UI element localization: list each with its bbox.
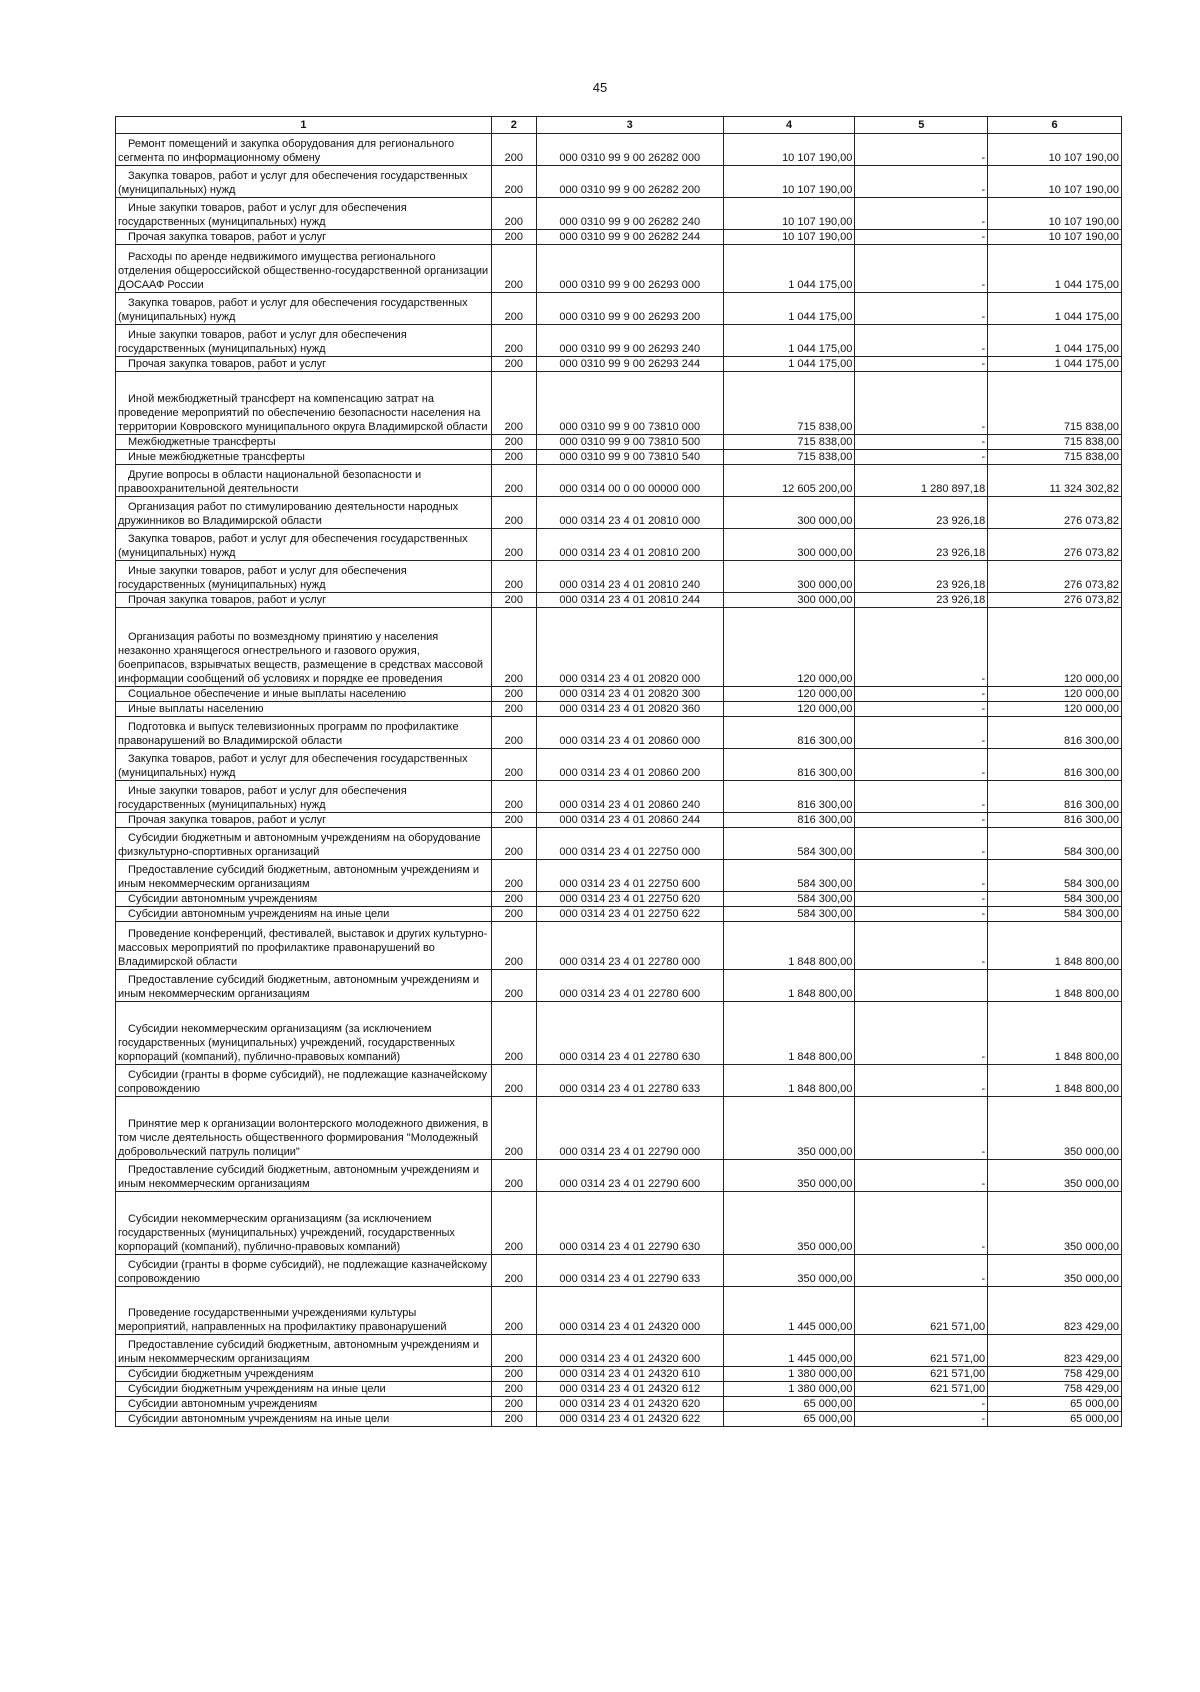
row-column4-cell: 300 000,00 — [723, 497, 855, 529]
row-column2-cell: 200 — [491, 1287, 536, 1335]
column-header-5: 5 — [855, 117, 988, 134]
row-column6-cell: 584 300,00 — [988, 907, 1122, 922]
row-name-cell: Предоставление субсидий бюджетным, автономным учреждениям и иным некоммерческим организациям — [116, 1335, 492, 1367]
row-column6-cell: 120 000,00 — [988, 702, 1122, 717]
row-column5-cell: - — [855, 325, 988, 357]
row-column6-cell: 816 300,00 — [988, 781, 1122, 813]
table-row — [116, 497, 1122, 529]
table-row — [116, 1287, 1122, 1335]
row-code-cell: 000 0310 99 9 00 26282 000 — [536, 134, 723, 166]
row-column5-cell: 621 571,00 — [855, 1287, 988, 1335]
page-number: 45 — [592, 80, 608, 95]
row-name-cell: Иные выплаты населению — [116, 702, 492, 717]
table-row — [116, 749, 1122, 781]
row-code-cell: 000 0314 23 4 01 20860 000 — [536, 717, 723, 749]
row-code-cell: 000 0314 23 4 01 24320 622 — [536, 1412, 723, 1427]
row-name-cell: Проведение конференций, фестивалей, выставок и других культурно-массовых мероприятий по профилактике правонарушений во Владимирской области — [116, 922, 492, 970]
row-column6-cell: 350 000,00 — [988, 1097, 1122, 1160]
table-row — [116, 1255, 1122, 1287]
table-row — [116, 245, 1122, 293]
row-code-cell: 000 0314 23 4 01 22750 620 — [536, 892, 723, 907]
row-column6-cell: 276 073,82 — [988, 593, 1122, 608]
row-column6-cell: 11 324 302,82 — [988, 465, 1122, 497]
row-column6-cell: 1 044 175,00 — [988, 325, 1122, 357]
row-column5-cell: - — [855, 1412, 988, 1427]
row-code-cell: 000 0314 23 4 01 20810 240 — [536, 561, 723, 593]
table-row — [116, 593, 1122, 608]
row-code-cell: 000 0314 23 4 01 22790 600 — [536, 1160, 723, 1192]
row-column2-cell: 200 — [491, 230, 536, 245]
row-column5-cell: - — [855, 860, 988, 892]
row-column4-cell: 816 300,00 — [723, 717, 855, 749]
row-code-cell: 000 0310 99 9 00 26282 240 — [536, 198, 723, 230]
row-column5-cell: - — [855, 435, 988, 450]
row-column2-cell: 200 — [491, 1065, 536, 1097]
row-name-cell: Закупка товаров, работ и услуг для обеспечения государственных (муниципальных) нужд — [116, 749, 492, 781]
row-code-cell: 000 0314 23 4 01 22750 622 — [536, 907, 723, 922]
row-column6-cell: 276 073,82 — [988, 529, 1122, 561]
row-code-cell: 000 0314 23 4 01 22750 600 — [536, 860, 723, 892]
row-column6-cell: 715 838,00 — [988, 372, 1122, 435]
row-code-cell: 000 0314 23 4 01 20820 300 — [536, 687, 723, 702]
table-row — [116, 1160, 1122, 1192]
column-header-6: 6 — [988, 117, 1122, 134]
table-body — [116, 134, 1122, 1427]
row-code-cell: 000 0310 99 9 00 73810 000 — [536, 372, 723, 435]
row-column2-cell: 200 — [491, 435, 536, 450]
row-column2-cell: 200 — [491, 702, 536, 717]
row-column4-cell: 350 000,00 — [723, 1255, 855, 1287]
row-column6-cell: 65 000,00 — [988, 1412, 1122, 1427]
budget-table — [115, 116, 1122, 1427]
row-column2-cell: 200 — [491, 198, 536, 230]
row-column5-cell: 23 926,18 — [855, 593, 988, 608]
row-column6-cell: 1 044 175,00 — [988, 357, 1122, 372]
table-row — [116, 230, 1122, 245]
row-name-cell: Предоставление субсидий бюджетным, автономным учреждениям и иным некоммерческим организациям — [116, 1160, 492, 1192]
row-column2-cell: 200 — [491, 1097, 536, 1160]
row-column6-cell: 584 300,00 — [988, 860, 1122, 892]
row-column2-cell: 200 — [491, 325, 536, 357]
row-code-cell: 000 0314 00 0 00 00000 000 — [536, 465, 723, 497]
row-column4-cell: 1 380 000,00 — [723, 1367, 855, 1382]
row-column2-cell: 200 — [491, 293, 536, 325]
row-column4-cell: 350 000,00 — [723, 1160, 855, 1192]
table-row — [116, 1367, 1122, 1382]
row-code-cell: 000 0310 99 9 00 26293 240 — [536, 325, 723, 357]
row-column6-cell: 715 838,00 — [988, 435, 1122, 450]
row-name-cell: Закупка товаров, работ и услуг для обеспечения государственных (муниципальных) нужд — [116, 529, 492, 561]
row-name-cell: Иной межбюджетный трансферт на компенсацию затрат на проведение мероприятий по обеспечению безопасности населения на территории Ковровского муниципального округа Владимирской области — [116, 372, 492, 435]
row-code-cell: 000 0314 23 4 01 20810 000 — [536, 497, 723, 529]
table-row — [116, 1412, 1122, 1427]
row-column4-cell: 816 300,00 — [723, 781, 855, 813]
row-column6-cell: 350 000,00 — [988, 1160, 1122, 1192]
row-column5-cell: - — [855, 166, 988, 198]
row-column6-cell: 1 044 175,00 — [988, 245, 1122, 293]
row-name-cell: Субсидии автономным учреждениям — [116, 1397, 492, 1412]
row-column6-cell: 758 429,00 — [988, 1367, 1122, 1382]
row-column2-cell: 200 — [491, 892, 536, 907]
row-column5-cell: - — [855, 372, 988, 435]
row-name-cell: Субсидии некоммерческим организациям (за исключением государственных (муниципальных) учреждений, государственных корпораций (компаний), публично-правовых компаний) — [116, 1192, 492, 1255]
table-row — [116, 465, 1122, 497]
row-column5-cell: - — [855, 134, 988, 166]
row-column4-cell: 12 605 200,00 — [723, 465, 855, 497]
row-column4-cell: 1 445 000,00 — [723, 1335, 855, 1367]
row-column5-cell: - — [855, 717, 988, 749]
row-column2-cell: 200 — [491, 687, 536, 702]
row-code-cell: 000 0310 99 9 00 26282 244 — [536, 230, 723, 245]
row-column2-cell: 200 — [491, 1412, 536, 1427]
row-code-cell: 000 0314 23 4 01 20810 244 — [536, 593, 723, 608]
row-name-cell: Прочая закупка товаров, работ и услуг — [116, 813, 492, 828]
row-column6-cell: 120 000,00 — [988, 687, 1122, 702]
row-name-cell: Субсидии автономным учреждениям на иные цели — [116, 907, 492, 922]
row-column4-cell: 10 107 190,00 — [723, 134, 855, 166]
row-column4-cell: 1 848 800,00 — [723, 1065, 855, 1097]
row-column6-cell: 120 000,00 — [988, 608, 1122, 687]
row-column5-cell: - — [855, 687, 988, 702]
row-name-cell: Прочая закупка товаров, работ и услуг — [116, 230, 492, 245]
table-row — [116, 813, 1122, 828]
row-column5-cell: - — [855, 907, 988, 922]
row-column6-cell: 715 838,00 — [988, 450, 1122, 465]
row-column4-cell: 1 044 175,00 — [723, 325, 855, 357]
row-column4-cell: 350 000,00 — [723, 1097, 855, 1160]
row-name-cell: Иные закупки товаров, работ и услуг для обеспечения государственных (муниципальных) нужд — [116, 781, 492, 813]
row-column5-cell: - — [855, 230, 988, 245]
row-code-cell: 000 0314 23 4 01 22790 633 — [536, 1255, 723, 1287]
row-column4-cell: 10 107 190,00 — [723, 198, 855, 230]
row-column2-cell: 200 — [491, 717, 536, 749]
row-column4-cell: 65 000,00 — [723, 1412, 855, 1427]
row-column5-cell: - — [855, 702, 988, 717]
row-code-cell: 000 0314 23 4 01 24320 610 — [536, 1367, 723, 1382]
row-code-cell: 000 0314 23 4 01 20860 200 — [536, 749, 723, 781]
row-column2-cell: 200 — [491, 1255, 536, 1287]
row-code-cell: 000 0314 23 4 01 22780 630 — [536, 1002, 723, 1065]
row-name-cell: Иные закупки товаров, работ и услуг для обеспечения государственных (муниципальных) нужд — [116, 561, 492, 593]
row-column2-cell: 200 — [491, 749, 536, 781]
column-header-3: 3 — [536, 117, 723, 134]
row-column6-cell: 758 429,00 — [988, 1382, 1122, 1397]
row-name-cell: Закупка товаров, работ и услуг для обеспечения государственных (муниципальных) нужд — [116, 166, 492, 198]
row-column4-cell: 1 848 800,00 — [723, 922, 855, 970]
row-name-cell: Субсидии (гранты в форме субсидий), не подлежащие казначейскому сопровождению — [116, 1255, 492, 1287]
row-column2-cell: 200 — [491, 922, 536, 970]
row-column5-cell: - — [855, 1160, 988, 1192]
row-column5-cell: - — [855, 198, 988, 230]
row-code-cell: 000 0314 23 4 01 20860 240 — [536, 781, 723, 813]
table-row — [116, 892, 1122, 907]
row-column5-cell: - — [855, 1192, 988, 1255]
row-name-cell: Организация работ по стимулированию деятельности народных дружинников во Владимирской области — [116, 497, 492, 529]
row-column2-cell: 200 — [491, 465, 536, 497]
row-column6-cell: 1 848 800,00 — [988, 1065, 1122, 1097]
row-column4-cell: 350 000,00 — [723, 1192, 855, 1255]
row-column2-cell: 200 — [491, 593, 536, 608]
row-column6-cell: 584 300,00 — [988, 828, 1122, 860]
row-column4-cell: 715 838,00 — [723, 435, 855, 450]
row-column5-cell: - — [855, 1097, 988, 1160]
row-name-cell: Расходы по аренде недвижимого имущества регионального отделения общероссийской общественно-государственной организации ДОСААФ России — [116, 245, 492, 293]
row-column5-cell: - — [855, 749, 988, 781]
row-column4-cell: 1 044 175,00 — [723, 293, 855, 325]
row-column4-cell: 10 107 190,00 — [723, 230, 855, 245]
table-row — [116, 1335, 1122, 1367]
row-column2-cell: 200 — [491, 1160, 536, 1192]
row-column4-cell: 300 000,00 — [723, 529, 855, 561]
row-column5-cell: 23 926,18 — [855, 529, 988, 561]
row-column5-cell: 23 926,18 — [855, 561, 988, 593]
row-name-cell: Субсидии автономным учреждениям на иные цели — [116, 1412, 492, 1427]
table-row — [116, 293, 1122, 325]
row-column6-cell: 1 848 800,00 — [988, 922, 1122, 970]
row-column2-cell: 200 — [491, 813, 536, 828]
row-column2-cell: 200 — [491, 1335, 536, 1367]
row-code-cell: 000 0310 99 9 00 26293 200 — [536, 293, 723, 325]
row-name-cell: Субсидии некоммерческим организациям (за исключением государственных (муниципальных) учреждений, государственных корпораций (компаний), публично-правовых компаний) — [116, 1002, 492, 1065]
row-name-cell: Проведение государственными учреждениями культуры мероприятий, направленных на профилактику правонарушений — [116, 1287, 492, 1335]
row-name-cell: Иные закупки товаров, работ и услуг для обеспечения государственных (муниципальных) нужд — [116, 198, 492, 230]
row-column5-cell: - — [855, 245, 988, 293]
table-row — [116, 166, 1122, 198]
row-column5-cell: - — [855, 813, 988, 828]
row-column6-cell: 1 848 800,00 — [988, 970, 1122, 1002]
row-name-cell: Прочая закупка товаров, работ и услуг — [116, 357, 492, 372]
row-column4-cell: 816 300,00 — [723, 813, 855, 828]
row-column6-cell: 350 000,00 — [988, 1192, 1122, 1255]
row-column6-cell: 816 300,00 — [988, 813, 1122, 828]
row-code-cell: 000 0314 23 4 01 22780 633 — [536, 1065, 723, 1097]
row-name-cell: Предоставление субсидий бюджетным, автономным учреждениям и иным некоммерческим организациям — [116, 860, 492, 892]
table-row — [116, 1002, 1122, 1065]
table-row — [116, 1382, 1122, 1397]
row-column5-cell: - — [855, 1002, 988, 1065]
row-column5-cell — [855, 970, 988, 1002]
row-code-cell: 000 0314 23 4 01 20860 244 — [536, 813, 723, 828]
table-row — [116, 907, 1122, 922]
row-column5-cell: - — [855, 922, 988, 970]
row-name-cell: Субсидии автономным учреждениям — [116, 892, 492, 907]
row-column2-cell: 200 — [491, 1192, 536, 1255]
table-row — [116, 325, 1122, 357]
row-column2-cell: 200 — [491, 529, 536, 561]
table-row — [116, 198, 1122, 230]
row-name-cell: Подготовка и выпуск телевизионных программ по профилактике правонарушений во Владимирской области — [116, 717, 492, 749]
row-column5-cell: - — [855, 781, 988, 813]
row-column6-cell: 1 044 175,00 — [988, 293, 1122, 325]
row-column6-cell: 276 073,82 — [988, 561, 1122, 593]
row-column2-cell: 200 — [491, 608, 536, 687]
row-column2-cell: 200 — [491, 497, 536, 529]
row-column4-cell: 1 848 800,00 — [723, 1002, 855, 1065]
row-name-cell: Субсидии бюджетным и автономным учреждениям на оборудование физкультурно-спортивных организаций — [116, 828, 492, 860]
row-column6-cell: 65 000,00 — [988, 1397, 1122, 1412]
row-name-cell: Ремонт помещений и закупка оборудования для регионального сегмента по информационному обмену — [116, 134, 492, 166]
table-row — [116, 970, 1122, 1002]
row-code-cell: 000 0314 23 4 01 22790 630 — [536, 1192, 723, 1255]
row-column2-cell: 200 — [491, 450, 536, 465]
row-column2-cell: 200 — [491, 245, 536, 293]
row-code-cell: 000 0314 23 4 01 20810 200 — [536, 529, 723, 561]
table-row — [116, 922, 1122, 970]
row-column6-cell: 10 107 190,00 — [988, 134, 1122, 166]
row-column4-cell: 120 000,00 — [723, 608, 855, 687]
row-column2-cell: 200 — [491, 1397, 536, 1412]
row-name-cell: Субсидии бюджетным учреждениям — [116, 1367, 492, 1382]
row-name-cell: Иные закупки товаров, работ и услуг для обеспечения государственных (муниципальных) нужд — [116, 325, 492, 357]
row-column6-cell: 10 107 190,00 — [988, 198, 1122, 230]
row-column2-cell: 200 — [491, 781, 536, 813]
row-column5-cell: 23 926,18 — [855, 497, 988, 529]
table-row — [116, 357, 1122, 372]
table-row — [116, 860, 1122, 892]
row-column6-cell: 276 073,82 — [988, 497, 1122, 529]
table-row — [116, 717, 1122, 749]
row-column4-cell: 715 838,00 — [723, 450, 855, 465]
row-code-cell: 000 0314 23 4 01 20820 360 — [536, 702, 723, 717]
row-code-cell: 000 0314 23 4 01 22780 600 — [536, 970, 723, 1002]
row-column5-cell: - — [855, 1397, 988, 1412]
row-column2-cell: 200 — [491, 828, 536, 860]
row-column4-cell: 715 838,00 — [723, 372, 855, 435]
row-column5-cell: - — [855, 892, 988, 907]
table-row — [116, 372, 1122, 435]
row-column4-cell: 584 300,00 — [723, 892, 855, 907]
row-column6-cell: 350 000,00 — [988, 1255, 1122, 1287]
row-column2-cell: 200 — [491, 166, 536, 198]
row-column5-cell: - — [855, 828, 988, 860]
row-column2-cell: 200 — [491, 372, 536, 435]
row-column2-cell: 200 — [491, 1002, 536, 1065]
row-code-cell: 000 0314 23 4 01 22750 000 — [536, 828, 723, 860]
row-name-cell: Социальное обеспечение и иные выплаты населению — [116, 687, 492, 702]
table-row — [116, 561, 1122, 593]
row-name-cell: Субсидии (гранты в форме субсидий), не подлежащие казначейскому сопровождению — [116, 1065, 492, 1097]
row-column4-cell: 65 000,00 — [723, 1397, 855, 1412]
row-code-cell: 000 0314 23 4 01 24320 000 — [536, 1287, 723, 1335]
row-column4-cell: 1 380 000,00 — [723, 1382, 855, 1397]
row-column6-cell: 823 429,00 — [988, 1287, 1122, 1335]
row-column5-cell: - — [855, 450, 988, 465]
row-column5-cell: - — [855, 293, 988, 325]
column-header-4: 4 — [723, 117, 855, 134]
table-row — [116, 1192, 1122, 1255]
row-code-cell: 000 0314 23 4 01 22780 000 — [536, 922, 723, 970]
table-row — [116, 529, 1122, 561]
table-row — [116, 1397, 1122, 1412]
row-column2-cell: 200 — [491, 1382, 536, 1397]
row-column4-cell: 120 000,00 — [723, 702, 855, 717]
row-code-cell: 000 0314 23 4 01 24320 600 — [536, 1335, 723, 1367]
row-code-cell: 000 0314 23 4 01 24320 612 — [536, 1382, 723, 1397]
row-name-cell: Другие вопросы в области национальной безопасности и правоохранительной деятельности — [116, 465, 492, 497]
table-row — [116, 450, 1122, 465]
row-code-cell: 000 0310 99 9 00 26293 000 — [536, 245, 723, 293]
row-code-cell: 000 0314 23 4 01 22790 000 — [536, 1097, 723, 1160]
table-header-row — [116, 117, 1122, 134]
row-column5-cell: - — [855, 1255, 988, 1287]
row-column6-cell: 10 107 190,00 — [988, 230, 1122, 245]
row-name-cell: Иные межбюджетные трансферты — [116, 450, 492, 465]
table-row — [116, 687, 1122, 702]
column-header-2: 2 — [491, 117, 536, 134]
row-name-cell: Прочая закупка товаров, работ и услуг — [116, 593, 492, 608]
row-column5-cell: - — [855, 1065, 988, 1097]
row-column4-cell: 1 044 175,00 — [723, 357, 855, 372]
row-code-cell: 000 0310 99 9 00 26293 244 — [536, 357, 723, 372]
row-column2-cell: 200 — [491, 860, 536, 892]
row-name-cell: Предоставление субсидий бюджетным, автономным учреждениям и иным некоммерческим организациям — [116, 970, 492, 1002]
row-column4-cell: 1 044 175,00 — [723, 245, 855, 293]
row-column4-cell: 10 107 190,00 — [723, 166, 855, 198]
row-column2-cell: 200 — [491, 907, 536, 922]
row-name-cell: Принятие мер к организации волонтерского молодежного движения, в том числе деятельность общественного формирования "Молодежный добровольческий патруль полиции" — [116, 1097, 492, 1160]
row-column4-cell: 300 000,00 — [723, 593, 855, 608]
row-column6-cell: 816 300,00 — [988, 717, 1122, 749]
row-column6-cell: 823 429,00 — [988, 1335, 1122, 1367]
row-column2-cell: 200 — [491, 561, 536, 593]
column-header-1: 1 — [116, 117, 492, 134]
row-column4-cell: 584 300,00 — [723, 860, 855, 892]
row-column2-cell: 200 — [491, 970, 536, 1002]
row-column6-cell: 584 300,00 — [988, 892, 1122, 907]
table-row — [116, 702, 1122, 717]
table-row — [116, 134, 1122, 166]
row-code-cell: 000 0310 99 9 00 26282 200 — [536, 166, 723, 198]
row-column5-cell: 621 571,00 — [855, 1382, 988, 1397]
row-name-cell: Субсидии бюджетным учреждениям на иные цели — [116, 1382, 492, 1397]
row-column6-cell: 10 107 190,00 — [988, 166, 1122, 198]
row-column4-cell: 816 300,00 — [723, 749, 855, 781]
row-column4-cell: 120 000,00 — [723, 687, 855, 702]
row-column2-cell: 200 — [491, 357, 536, 372]
row-column2-cell: 200 — [491, 1367, 536, 1382]
table-row — [116, 608, 1122, 687]
row-column4-cell: 300 000,00 — [723, 561, 855, 593]
row-column6-cell: 816 300,00 — [988, 749, 1122, 781]
row-code-cell: 000 0314 23 4 01 24320 620 — [536, 1397, 723, 1412]
row-name-cell: Организация работы по возмездному принятию у населения незаконно хранящегося огнестрельного и газового оружия, боеприпасов, взрывчатых веществ, размещение в средствах массовой информации сообщений об условиях и порядке ее проведения — [116, 608, 492, 687]
table-row — [116, 1065, 1122, 1097]
row-code-cell: 000 0310 99 9 00 73810 540 — [536, 450, 723, 465]
row-column4-cell: 584 300,00 — [723, 828, 855, 860]
table-row — [116, 828, 1122, 860]
row-column4-cell: 1 848 800,00 — [723, 970, 855, 1002]
row-column5-cell: - — [855, 608, 988, 687]
table-row — [116, 781, 1122, 813]
row-column2-cell: 200 — [491, 134, 536, 166]
row-column4-cell: 1 445 000,00 — [723, 1287, 855, 1335]
row-name-cell: Межбюджетные трансферты — [116, 435, 492, 450]
row-column6-cell: 1 848 800,00 — [988, 1002, 1122, 1065]
row-code-cell: 000 0310 99 9 00 73810 500 — [536, 435, 723, 450]
row-code-cell: 000 0314 23 4 01 20820 000 — [536, 608, 723, 687]
row-column5-cell: 621 571,00 — [855, 1335, 988, 1367]
row-column5-cell: - — [855, 357, 988, 372]
row-column5-cell: 1 280 897,18 — [855, 465, 988, 497]
table-row — [116, 435, 1122, 450]
row-name-cell: Закупка товаров, работ и услуг для обеспечения государственных (муниципальных) нужд — [116, 293, 492, 325]
row-column4-cell: 584 300,00 — [723, 907, 855, 922]
table-row — [116, 1097, 1122, 1160]
row-column5-cell: 621 571,00 — [855, 1367, 988, 1382]
